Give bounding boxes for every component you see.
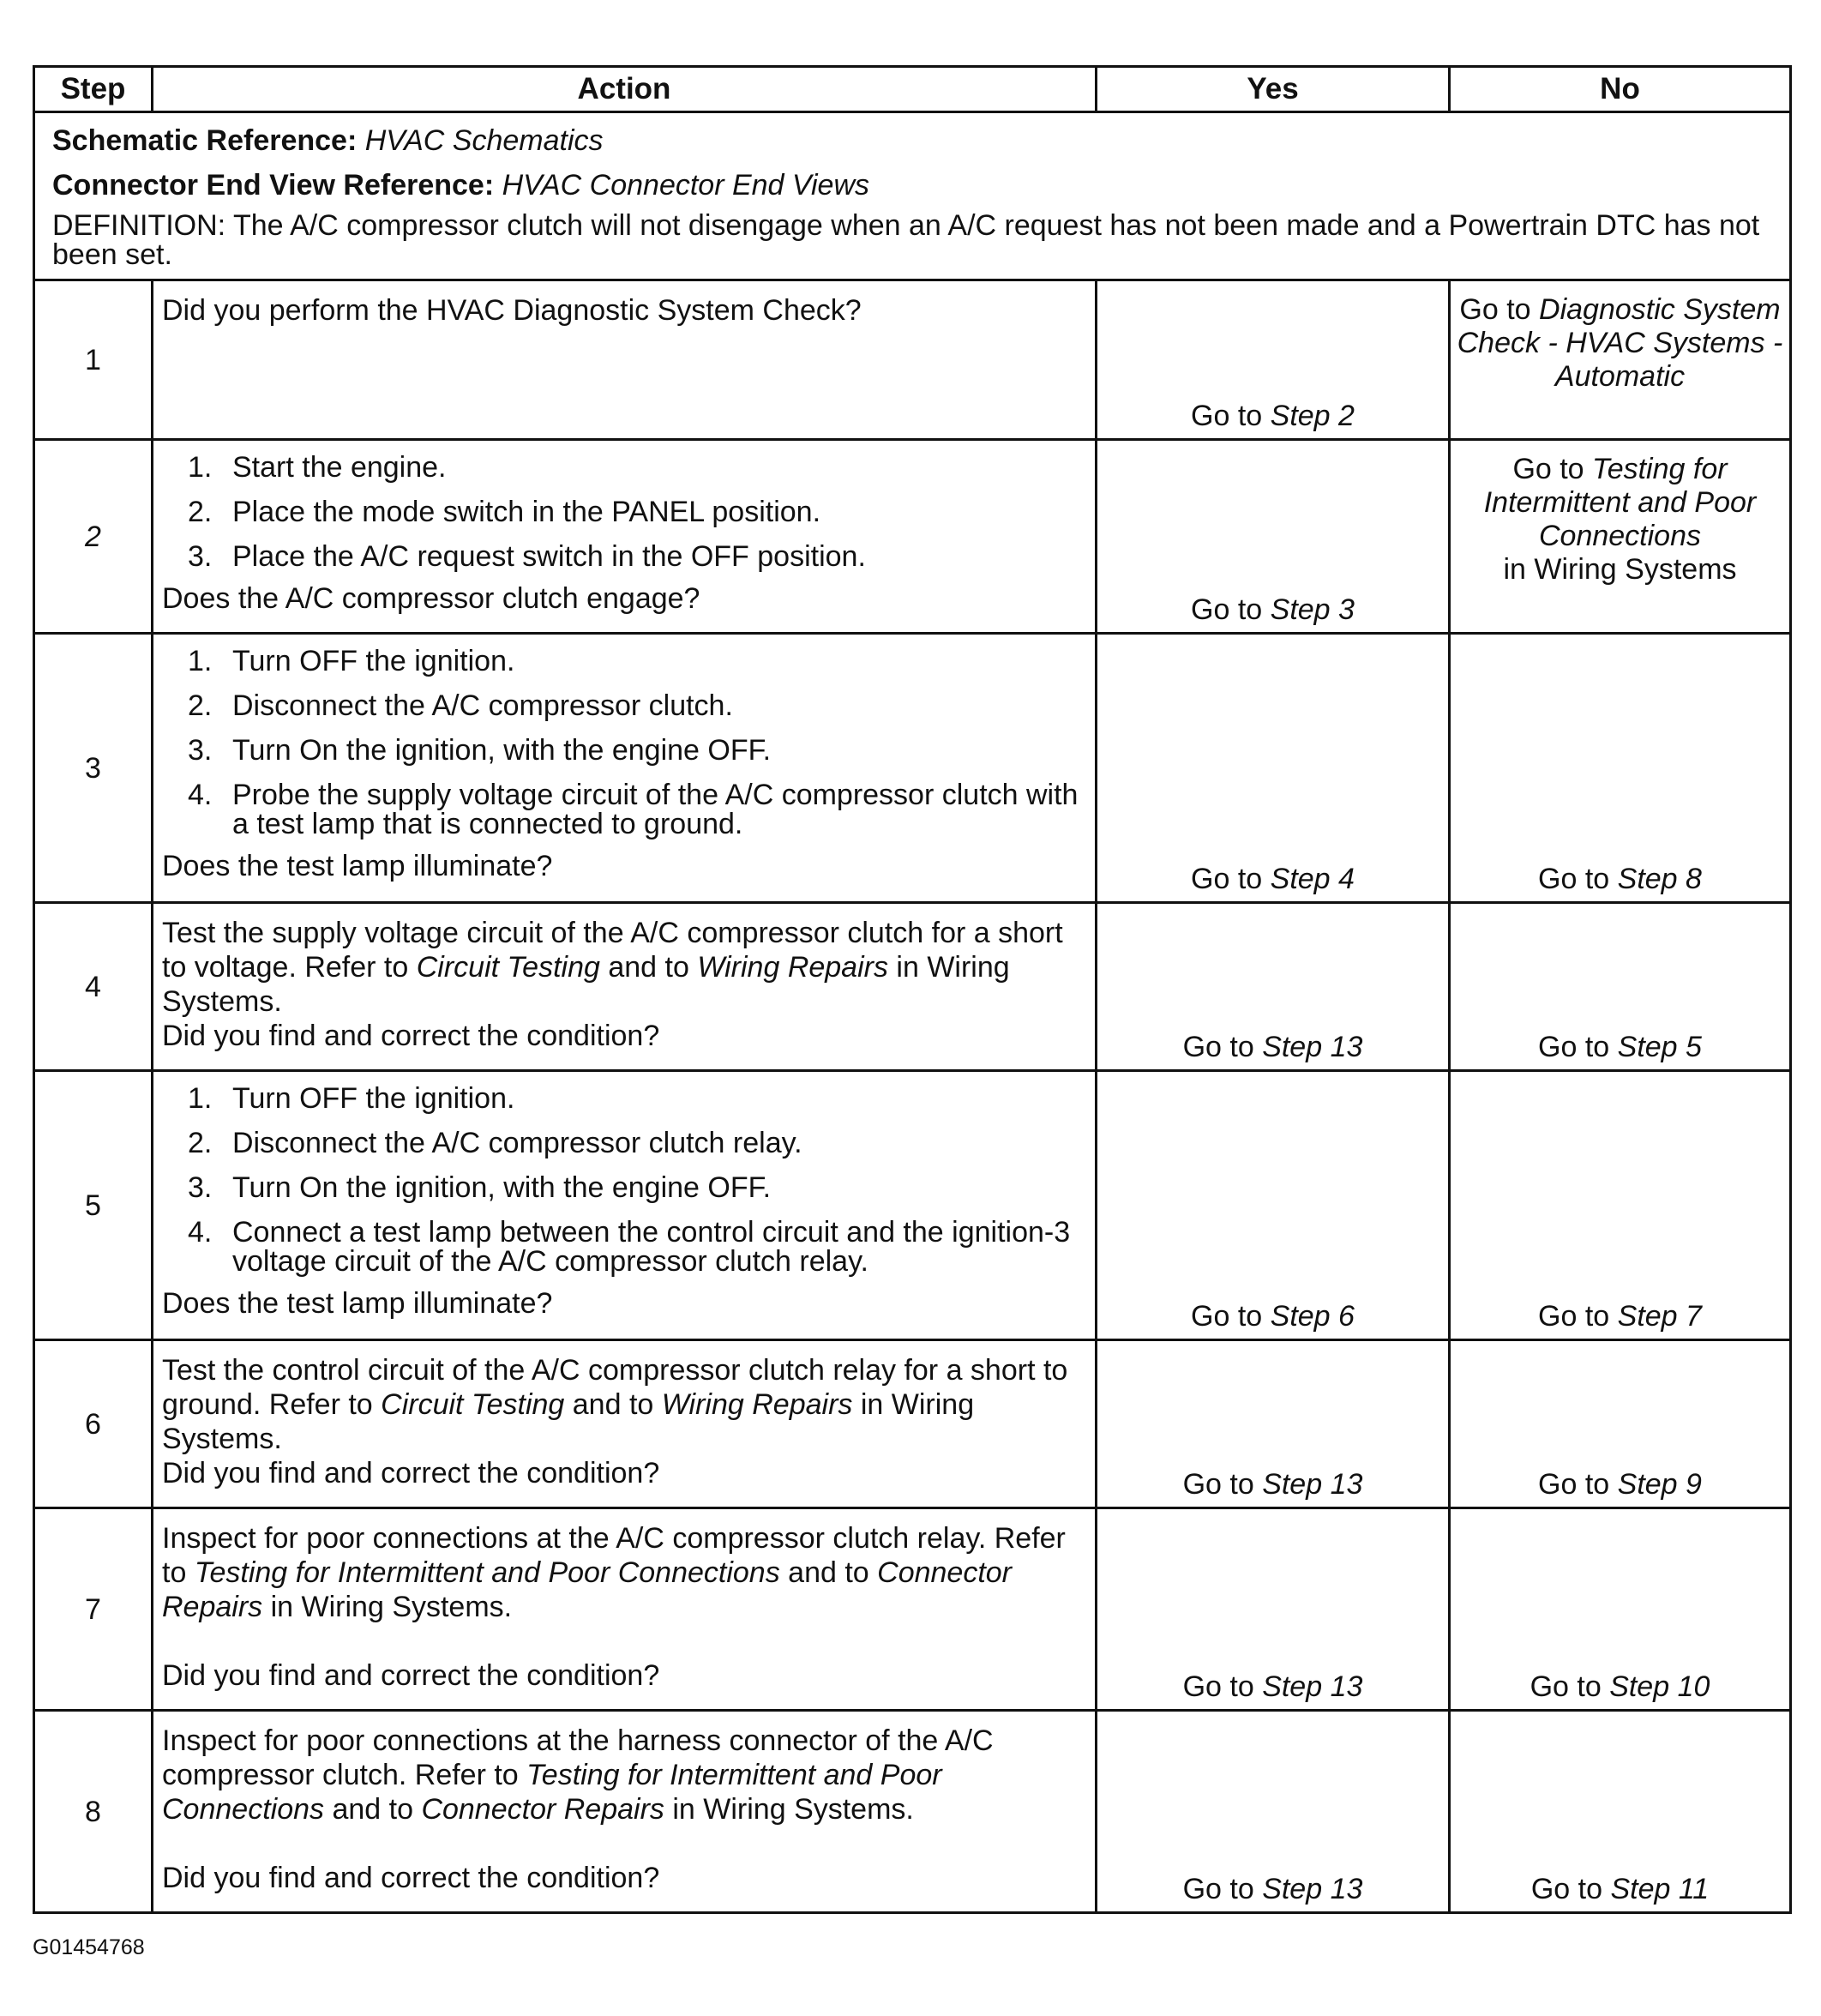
no-link[interactable]: Step 7 bbox=[1617, 1300, 1702, 1333]
table-row bbox=[34, 634, 1791, 903]
yes-link[interactable]: Step 4 bbox=[1270, 863, 1355, 895]
header-action: Action bbox=[153, 67, 1097, 112]
yes-prefix: Go to bbox=[1182, 1670, 1263, 1703]
diagnostic-table bbox=[33, 65, 1792, 1914]
no-link[interactable]: Step 8 bbox=[1617, 863, 1702, 895]
table-row bbox=[34, 440, 1791, 634]
action-cell bbox=[153, 1340, 1097, 1508]
table-row bbox=[34, 1508, 1791, 1711]
circuit-testing-link[interactable]: Circuit Testing bbox=[381, 1388, 565, 1421]
table-row bbox=[34, 1340, 1791, 1508]
yes-cell bbox=[1097, 903, 1450, 1071]
no-cell bbox=[1450, 903, 1791, 1071]
table-row bbox=[34, 903, 1791, 1071]
action-question: Did you find and correct the condition? bbox=[162, 1457, 660, 1489]
circuit-testing-link[interactable]: Circuit Testing bbox=[416, 951, 600, 984]
no-prefix: Go to bbox=[1459, 293, 1540, 326]
wiring-repairs-link[interactable]: Wiring Repairs bbox=[697, 951, 888, 984]
connector-reference-label: Connector End View Reference: bbox=[52, 169, 495, 202]
yes-cell bbox=[1097, 440, 1450, 634]
action-text-part: Test the control circuit of the A/C compressor clutch relay for a short to ground. Refer to bbox=[162, 1354, 1068, 1421]
step-number: 4 bbox=[34, 903, 153, 1071]
no-cell bbox=[1450, 1508, 1791, 1711]
yes-link[interactable]: Step 13 bbox=[1262, 1670, 1363, 1703]
no-prefix: Go to bbox=[1538, 863, 1618, 895]
no-prefix: Go to bbox=[1538, 1031, 1618, 1063]
connector-reference-link[interactable]: HVAC Connector End Views bbox=[502, 169, 869, 202]
table-row bbox=[34, 1071, 1791, 1340]
schematic-reference bbox=[52, 118, 1781, 163]
no-link[interactable]: Step 11 bbox=[1610, 1873, 1710, 1905]
action-step-item: 3. Place the A/C request switch in the OFF position. bbox=[188, 540, 866, 573]
connector-repairs-link[interactable]: Connector Repairs bbox=[421, 1793, 664, 1826]
step-number: 5 bbox=[34, 1071, 153, 1340]
step-number bbox=[34, 440, 153, 634]
yes-prefix: Go to bbox=[1191, 1300, 1271, 1333]
no-cell bbox=[1450, 1711, 1791, 1913]
action-step-item: 4. Connect a test lamp between the control circuit and the ignition-3 voltage circuit of the A/C compressor clutch relay. bbox=[188, 1216, 1071, 1278]
action-step-text: Disconnect the A/C compressor clutch relay. bbox=[232, 1127, 802, 1159]
action-step-item: 1. Turn OFF the ignition. bbox=[188, 1082, 515, 1115]
action-step-text: Turn OFF the ignition. bbox=[232, 645, 515, 677]
figure-id: G01454768 bbox=[33, 1935, 145, 1959]
yes-cell bbox=[1097, 280, 1450, 440]
header-yes: Yes bbox=[1097, 67, 1450, 112]
action-question: Does the A/C compressor clutch engage? bbox=[162, 582, 700, 615]
action-text-part: Inspect for poor connections at the harness connector of the A/C compressor clutch. Refer to bbox=[162, 1724, 994, 1791]
definition-text: DEFINITION: The A/C compressor clutch will not disengage when an A/C request has not been made and a Powertrain DTC has not been set. bbox=[52, 209, 1760, 271]
no-prefix: Go to bbox=[1538, 1300, 1618, 1333]
no-suffix: in Wiring Systems bbox=[1503, 553, 1737, 586]
action-question: Did you find and correct the condition? bbox=[162, 1020, 660, 1052]
connector-repairs-link[interactable]: Connector Repairs bbox=[162, 1556, 1013, 1623]
yes-prefix: Go to bbox=[1182, 1873, 1263, 1905]
header-no: No bbox=[1450, 67, 1791, 112]
connector-reference bbox=[52, 163, 1781, 208]
action-step-item: 2. Disconnect the A/C compressor clutch relay. bbox=[188, 1127, 802, 1159]
yes-cell bbox=[1097, 634, 1450, 903]
action-text-part: and to bbox=[324, 1793, 422, 1826]
action-cell bbox=[153, 1071, 1097, 1340]
table-row bbox=[34, 1711, 1791, 1913]
yes-cell bbox=[1097, 1071, 1450, 1340]
yes-cell bbox=[1097, 1340, 1450, 1508]
action-text-part: Test the supply voltage circuit of the A/C compressor clutch for a short to voltage. Refer to bbox=[162, 917, 1063, 984]
testing-intermittent-link[interactable]: Testing for Intermittent and Poor Connections bbox=[194, 1556, 780, 1589]
schematic-reference-label: Schematic Reference: bbox=[52, 124, 358, 157]
yes-prefix: Go to bbox=[1191, 400, 1271, 432]
no-cell bbox=[1450, 440, 1791, 634]
yes-link[interactable]: Step 3 bbox=[1270, 593, 1355, 626]
yes-cell bbox=[1097, 1508, 1450, 1711]
wiring-repairs-link[interactable]: Wiring Repairs bbox=[661, 1388, 853, 1421]
yes-link[interactable]: Step 13 bbox=[1262, 1468, 1363, 1501]
testing-intermittent-link[interactable]: Testing for Intermittent and Poor Connections bbox=[162, 1759, 942, 1826]
no-cell bbox=[1450, 280, 1791, 440]
action-text-part: and to bbox=[564, 1388, 662, 1421]
step-number-text: 2 bbox=[85, 520, 101, 553]
action-question: Did you find and correct the condition? bbox=[162, 1862, 660, 1894]
action-question: Does the test lamp illuminate? bbox=[162, 850, 553, 882]
action-step-text: Turn OFF the ignition. bbox=[232, 1082, 515, 1115]
action-step-item: 1. Turn OFF the ignition. bbox=[188, 645, 515, 677]
reference-cell bbox=[34, 112, 1791, 280]
no-prefix: Go to bbox=[1538, 1468, 1618, 1501]
action-question: Does the test lamp illuminate? bbox=[162, 1287, 553, 1320]
yes-prefix: Go to bbox=[1182, 1031, 1263, 1063]
action-text bbox=[162, 1724, 1088, 1826]
action-text-part: in Wiring Systems. bbox=[162, 1388, 975, 1455]
action-step-text: Start the engine. bbox=[232, 451, 447, 484]
action-step-item: 2. Place the mode switch in the PANEL position. bbox=[188, 496, 821, 528]
action-steps bbox=[162, 647, 1088, 839]
yes-link[interactable]: Step 6 bbox=[1270, 1300, 1355, 1333]
action-step-text: Connect a test lamp between the control circuit and the ignition-3 voltage circuit of the A/C compressor clutch relay. bbox=[232, 1216, 1071, 1278]
action-step-item: 3. Turn On the ignition, with the engine OFF. bbox=[188, 1171, 772, 1204]
action-step-text: Turn On the ignition, with the engine OFF. bbox=[232, 1171, 772, 1204]
no-cell bbox=[1450, 634, 1791, 903]
step-number: 6 bbox=[34, 1340, 153, 1508]
action-text-part: Inspect for poor connections at the A/C compressor clutch relay. Refer to bbox=[162, 1522, 1066, 1589]
no-cell bbox=[1450, 1071, 1791, 1340]
action-step-text: Place the mode switch in the PANEL position. bbox=[232, 496, 821, 528]
header-step: Step bbox=[34, 67, 153, 112]
no-prefix: Go to bbox=[1530, 1873, 1611, 1905]
action-text bbox=[162, 916, 1088, 1019]
no-link[interactable]: Testing for Intermittent and Poor Connections bbox=[1483, 453, 1757, 552]
step-number: 1 bbox=[34, 280, 153, 440]
action-step-text: Probe the supply voltage circuit of the A/C compressor clutch with a test lamp that is connected to ground. bbox=[232, 779, 1079, 840]
action-steps bbox=[162, 453, 1088, 571]
step-number: 8 bbox=[34, 1711, 153, 1913]
yes-link[interactable]: Step 13 bbox=[1262, 1031, 1363, 1063]
action-cell bbox=[153, 634, 1097, 903]
step-number: 7 bbox=[34, 1508, 153, 1711]
action-text-part: and to bbox=[779, 1556, 878, 1589]
action-question: Did you perform the HVAC Diagnostic System Check? bbox=[162, 294, 862, 327]
action-step-text: Turn On the ignition, with the engine OFF. bbox=[232, 734, 772, 767]
action-steps bbox=[162, 1084, 1088, 1276]
action-cell bbox=[153, 1508, 1097, 1711]
no-link[interactable]: Step 5 bbox=[1617, 1031, 1702, 1063]
action-step-text: Place the A/C request switch in the OFF position. bbox=[232, 540, 866, 573]
yes-prefix: Go to bbox=[1191, 863, 1271, 895]
no-cell bbox=[1450, 1340, 1791, 1508]
action-cell bbox=[153, 440, 1097, 634]
action-text-part: in Wiring Systems. bbox=[262, 1591, 513, 1623]
action-text-part: in Wiring Systems. bbox=[162, 951, 1010, 1018]
action-step-text: Disconnect the A/C compressor clutch. bbox=[232, 689, 733, 722]
action-cell bbox=[153, 280, 1097, 440]
action-cell bbox=[153, 903, 1097, 1071]
action-text bbox=[162, 1353, 1088, 1456]
no-link[interactable]: Step 10 bbox=[1609, 1670, 1710, 1703]
no-prefix: Go to bbox=[1512, 453, 1593, 485]
yes-link[interactable]: Step 13 bbox=[1262, 1873, 1363, 1905]
action-step-item: 2. Disconnect the A/C compressor clutch. bbox=[188, 689, 733, 722]
action-step-item: 3. Turn On the ignition, with the engine OFF. bbox=[188, 734, 772, 767]
action-step-item: 4. Probe the supply voltage circuit of the A/C compressor clutch with a test lamp that is connected to ground. bbox=[188, 779, 1079, 840]
schematic-reference-link[interactable]: HVAC Schematics bbox=[364, 124, 604, 157]
action-step-item: 1. Start the engine. bbox=[188, 451, 447, 484]
action-cell bbox=[153, 1711, 1097, 1913]
no-prefix: Go to bbox=[1530, 1670, 1610, 1703]
action-text bbox=[162, 1521, 1088, 1624]
no-link[interactable]: Diagnostic System Check - HVAC Systems - Automatic bbox=[1457, 293, 1783, 393]
yes-cell bbox=[1097, 1711, 1450, 1913]
action-text-part: in Wiring Systems. bbox=[664, 1793, 914, 1826]
reference-row bbox=[34, 112, 1791, 280]
yes-prefix: Go to bbox=[1191, 593, 1271, 626]
header-row bbox=[34, 67, 1791, 112]
yes-prefix: Go to bbox=[1182, 1468, 1263, 1501]
step-number: 3 bbox=[34, 634, 153, 903]
table-row bbox=[34, 280, 1791, 440]
action-question: Did you find and correct the condition? bbox=[162, 1659, 660, 1692]
no-link[interactable]: Step 9 bbox=[1617, 1468, 1702, 1501]
yes-link[interactable]: Step 2 bbox=[1270, 400, 1355, 432]
action-text-part: and to bbox=[599, 951, 698, 984]
